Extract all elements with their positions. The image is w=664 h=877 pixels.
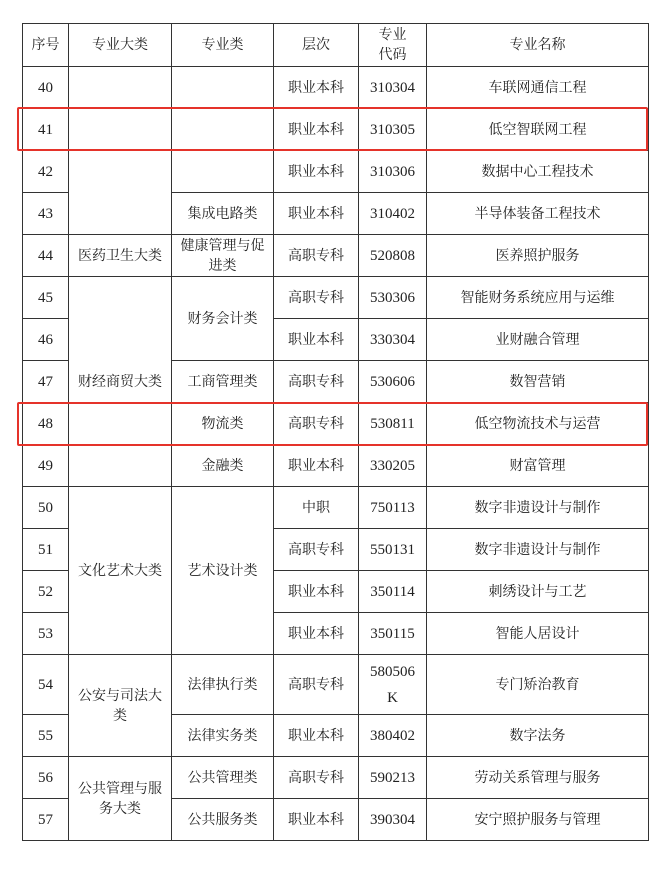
category-cell: 艺术设计类 [172, 487, 274, 655]
level-cell: 高职专科 [274, 529, 359, 571]
category-cell: 公共管理类 [172, 757, 274, 799]
code-cell: 330304 [359, 319, 427, 361]
code-cell: 350114 [359, 571, 427, 613]
row-index: 55 [23, 715, 69, 757]
major-name-cell: 数据中心工程技术 [427, 151, 649, 193]
code-cell: 350115 [359, 613, 427, 655]
category-cell: 金融类 [172, 445, 274, 487]
row-index: 50 [23, 487, 69, 529]
major-name-cell: 低空智联网工程 [427, 109, 649, 151]
category-cell: 工商管理类 [172, 361, 274, 403]
category-cell: 财务会计类 [172, 277, 274, 361]
row-index: 54 [23, 655, 69, 715]
category-cell [172, 67, 274, 193]
table-row [23, 235, 649, 277]
major-category-cell [69, 67, 172, 235]
code-cell: 530306 [359, 277, 427, 319]
code-cell: 310306 [359, 151, 427, 193]
category-cell: 公共服务类 [172, 799, 274, 841]
major-name-cell: 财富管理 [427, 445, 649, 487]
table-row [23, 655, 649, 715]
major-name-cell: 智能财务系统应用与运维 [427, 277, 649, 319]
code-cell: 590213 [359, 757, 427, 799]
level-cell: 职业本科 [274, 715, 359, 757]
major-name-cell: 智能人居设计 [427, 613, 649, 655]
row-index: 49 [23, 445, 69, 487]
row-index: 45 [23, 277, 69, 319]
code-cell: 750113 [359, 487, 427, 529]
code-cell: 550131 [359, 529, 427, 571]
row-index: 44 [23, 235, 69, 277]
table-row [23, 277, 649, 319]
row-index: 51 [23, 529, 69, 571]
major-name-cell: 半导体装备工程技术 [427, 193, 649, 235]
level-cell: 高职专科 [274, 235, 359, 277]
table-row [23, 757, 649, 799]
level-cell: 高职专科 [274, 277, 359, 319]
code-cell: 380402 [359, 715, 427, 757]
level-cell: 职业本科 [274, 109, 359, 151]
table-row [23, 67, 649, 109]
code-cell: 530606 [359, 361, 427, 403]
major-category-cell: 医药卫生大类 [69, 235, 172, 277]
header-code: 专业代码 [359, 24, 427, 67]
code-cell: 580506K [359, 655, 427, 715]
major-name-cell: 劳动关系管理与服务 [427, 757, 649, 799]
major-name-cell: 车联网通信工程 [427, 67, 649, 109]
major-name-cell: 数字非遗设计与制作 [427, 487, 649, 529]
major-category-cell: 公共管理与服务大类 [69, 757, 172, 841]
row-index: 57 [23, 799, 69, 841]
row-index: 56 [23, 757, 69, 799]
code-cell: 520808 [359, 235, 427, 277]
major-category-cell: 财经商贸大类 [69, 277, 172, 487]
header-level: 层次 [274, 24, 359, 67]
major-name-cell: 业财融合管理 [427, 319, 649, 361]
major-name-cell: 低空物流技术与运营 [427, 403, 649, 445]
major-name-cell: 数字非遗设计与制作 [427, 529, 649, 571]
category-cell: 物流类 [172, 403, 274, 445]
level-cell: 职业本科 [274, 799, 359, 841]
row-index: 40 [23, 67, 69, 109]
level-cell: 职业本科 [274, 151, 359, 193]
category-cell: 健康管理与促进类 [172, 235, 274, 277]
level-cell: 职业本科 [274, 319, 359, 361]
row-index: 52 [23, 571, 69, 613]
majors-table [22, 23, 649, 841]
category-cell: 法律实务类 [172, 715, 274, 757]
row-index: 53 [23, 613, 69, 655]
major-name-cell: 安宁照护服务与管理 [427, 799, 649, 841]
level-cell: 中职 [274, 487, 359, 529]
major-name-cell: 数智营销 [427, 361, 649, 403]
level-cell: 职业本科 [274, 613, 359, 655]
header-index: 序号 [23, 24, 69, 67]
category-cell: 法律执行类 [172, 655, 274, 715]
code-cell: 310304 [359, 67, 427, 109]
level-cell: 职业本科 [274, 571, 359, 613]
row-index: 41 [23, 109, 69, 151]
level-cell: 职业本科 [274, 67, 359, 109]
level-cell: 职业本科 [274, 445, 359, 487]
major-category-cell: 公安与司法大类 [69, 655, 172, 757]
major-name-cell: 医养照护服务 [427, 235, 649, 277]
code-cell: 530811 [359, 403, 427, 445]
level-cell: 高职专科 [274, 403, 359, 445]
row-index: 48 [23, 403, 69, 445]
table-row [23, 487, 649, 529]
row-index: 47 [23, 361, 69, 403]
row-index: 46 [23, 319, 69, 361]
row-index: 43 [23, 193, 69, 235]
code-cell: 310402 [359, 193, 427, 235]
major-name-cell: 刺绣设计与工艺 [427, 571, 649, 613]
category-cell: 集成电路类 [172, 193, 274, 235]
level-cell: 高职专科 [274, 655, 359, 715]
row-index: 42 [23, 151, 69, 193]
code-cell: 310305 [359, 109, 427, 151]
header-major-category: 专业大类 [69, 24, 172, 67]
major-name-cell: 专门矫治教育 [427, 655, 649, 715]
level-cell: 高职专科 [274, 757, 359, 799]
major-category-cell: 文化艺术大类 [69, 487, 172, 655]
level-cell: 职业本科 [274, 193, 359, 235]
code-cell: 390304 [359, 799, 427, 841]
table-header-row [23, 24, 649, 67]
level-cell: 高职专科 [274, 361, 359, 403]
code-cell: 330205 [359, 445, 427, 487]
header-name: 专业名称 [427, 24, 649, 67]
header-category: 专业类 [172, 24, 274, 67]
major-name-cell: 数字法务 [427, 715, 649, 757]
